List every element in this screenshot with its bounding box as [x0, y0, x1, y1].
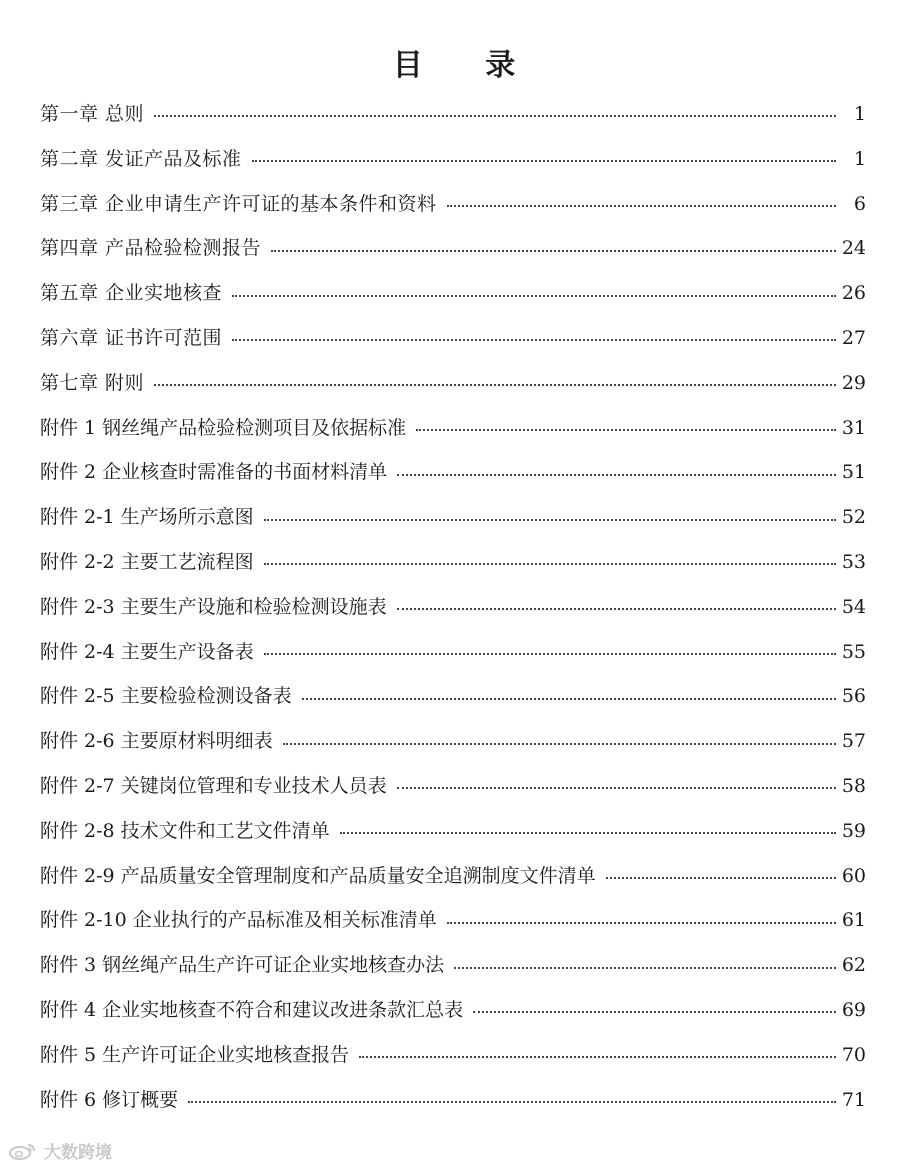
- toc-entry-label: 附件 2-3 主要生产设施和检验检测设施表: [40, 595, 387, 618]
- toc-entry-page-number: 29: [841, 371, 866, 394]
- toc-entry[interactable]: [40, 182, 866, 227]
- toc-entry[interactable]: [40, 854, 866, 899]
- toc-entry-page-number: 56: [841, 685, 866, 708]
- toc-entry[interactable]: [40, 226, 866, 271]
- toc-entry-page-number: 70: [841, 1043, 866, 1066]
- dot-leader: [397, 787, 836, 789]
- toc-entry-page-number: 52: [841, 506, 866, 529]
- toc-entry-label: 附件 2 企业核查时需准备的书面材料清单: [40, 461, 388, 484]
- dot-leader: [264, 563, 836, 565]
- dot-leader: [283, 743, 836, 745]
- toc-entry-page-number: 54: [841, 595, 866, 618]
- toc-entry-page-number: 24: [841, 237, 866, 260]
- toc-entry[interactable]: [40, 809, 866, 854]
- toc-entry-label: 附件 1 钢丝绳产品检验检测项目及依据标准: [40, 416, 407, 439]
- toc-entry-page-number: 60: [841, 864, 866, 887]
- toc-entry-page-number: 26: [841, 282, 866, 305]
- toc-entry-label: 附件 5 生产许可证企业实地核查报告: [40, 1043, 350, 1066]
- toc-entry[interactable]: [40, 1033, 866, 1078]
- toc-entry[interactable]: [40, 585, 866, 630]
- toc-entry-label: 附件 2-8 技术文件和工艺文件清单: [40, 819, 330, 842]
- weibo-logo-icon: [8, 1142, 38, 1160]
- toc-entry-page-number: 53: [841, 550, 866, 573]
- dot-leader: [264, 653, 836, 655]
- toc-entry[interactable]: [40, 719, 866, 764]
- dot-leader: [302, 698, 836, 700]
- toc-entry-page-number: 31: [841, 416, 866, 439]
- toc-entry[interactable]: [40, 630, 866, 675]
- dot-leader: [416, 429, 836, 431]
- toc-entry-label: 第五章 企业实地核查: [40, 282, 223, 305]
- page-title: 目 录: [392, 48, 542, 83]
- toc-entry-page-number: 1: [853, 103, 866, 125]
- toc-entry-page-number: 57: [841, 730, 866, 753]
- toc-entry[interactable]: [40, 137, 866, 182]
- dot-leader: [359, 1056, 836, 1058]
- toc-entry-label: 附件 2-10 企业执行的产品标准及相关标准清单: [40, 909, 437, 932]
- toc-entry[interactable]: [40, 674, 866, 719]
- toc-entry-label: 附件 2-7 关键岗位管理和专业技术人员表: [40, 774, 387, 797]
- toc-entry-label: 附件 2-2 主要工艺流程图: [40, 550, 254, 573]
- toc-entry[interactable]: [40, 271, 866, 316]
- dot-leader: [264, 519, 836, 521]
- toc-entry-page-number: 71: [841, 1088, 866, 1111]
- toc-entry[interactable]: [40, 943, 866, 988]
- toc-entry-label: 第四章 产品检验检测报告: [40, 237, 262, 260]
- dot-leader: [154, 115, 836, 117]
- watermark-text: 大数跨境: [44, 1143, 112, 1163]
- toc-entry[interactable]: [40, 92, 866, 137]
- dot-leader: [447, 205, 836, 207]
- dot-leader: [188, 1101, 836, 1103]
- toc-entry[interactable]: [40, 316, 866, 361]
- toc-entry-page-number: 6: [853, 192, 866, 215]
- toc-entry[interactable]: [40, 361, 866, 406]
- toc-entry-page-number: 27: [841, 326, 866, 349]
- toc-entry[interactable]: [40, 450, 866, 495]
- toc-entry-page-number: 58: [841, 774, 866, 797]
- toc-entry-label: 附件 6 修订概要: [40, 1088, 179, 1111]
- toc-entry-label: 附件 2-4 主要生产设备表: [40, 640, 254, 663]
- toc-entry-label: 附件 2-5 主要检验检测设备表: [40, 685, 292, 708]
- toc-entry-label: 第七章 附则: [40, 371, 145, 394]
- dot-leader: [271, 250, 836, 252]
- toc-entry[interactable]: [40, 495, 866, 540]
- toc-entry[interactable]: [40, 988, 866, 1033]
- dot-leader: [340, 832, 836, 834]
- dot-leader: [397, 474, 836, 476]
- toc-entry-label: 第一章 总则: [40, 103, 145, 125]
- toc-entry[interactable]: [40, 1078, 866, 1123]
- toc-entry-label: 附件 4 企业实地核查不符合和建议改进条款汇总表: [40, 998, 464, 1021]
- toc-entry-label: 附件 2-9 产品质量安全管理制度和产品质量安全追溯制度文件清单: [40, 864, 596, 887]
- toc-entry-page-number: 51: [841, 461, 866, 484]
- toc-entry-label: 第六章 证书许可范围: [40, 326, 223, 349]
- toc-entry-label: 第三章 企业申请生产许可证的基本条件和资料: [40, 192, 437, 215]
- toc-entry-page-number: 69: [841, 998, 866, 1021]
- dot-leader: [473, 1011, 836, 1013]
- watermark: [8, 1138, 112, 1163]
- dot-leader: [252, 160, 836, 162]
- toc-entry-page-number: 62: [841, 954, 866, 977]
- toc-entry[interactable]: [40, 764, 866, 809]
- dot-leader: [454, 967, 836, 969]
- dot-leader: [397, 608, 836, 610]
- toc-entry[interactable]: [40, 406, 866, 451]
- table-of-contents: [40, 92, 866, 1122]
- dot-leader: [232, 339, 836, 341]
- toc-entry-page-number: 59: [841, 819, 866, 842]
- dot-leader: [447, 922, 836, 924]
- dot-leader: [606, 877, 836, 879]
- toc-entry-label: 第二章 发证产品及标准: [40, 147, 242, 170]
- toc-entry-label: 附件 3 钢丝绳产品生产许可证企业实地核查办法: [40, 954, 445, 977]
- toc-entry-label: 附件 2-1 生产场所示意图: [40, 506, 254, 529]
- toc-entry-page-number: 1: [853, 147, 866, 170]
- toc-entry-page-number: 55: [841, 640, 866, 663]
- dot-leader: [232, 295, 836, 297]
- toc-entry-label: 附件 2-6 主要原材料明细表: [40, 730, 273, 753]
- dot-leader: [154, 384, 836, 386]
- toc-entry[interactable]: [40, 898, 866, 943]
- toc-entry-page-number: 61: [841, 909, 866, 932]
- toc-entry[interactable]: [40, 540, 866, 585]
